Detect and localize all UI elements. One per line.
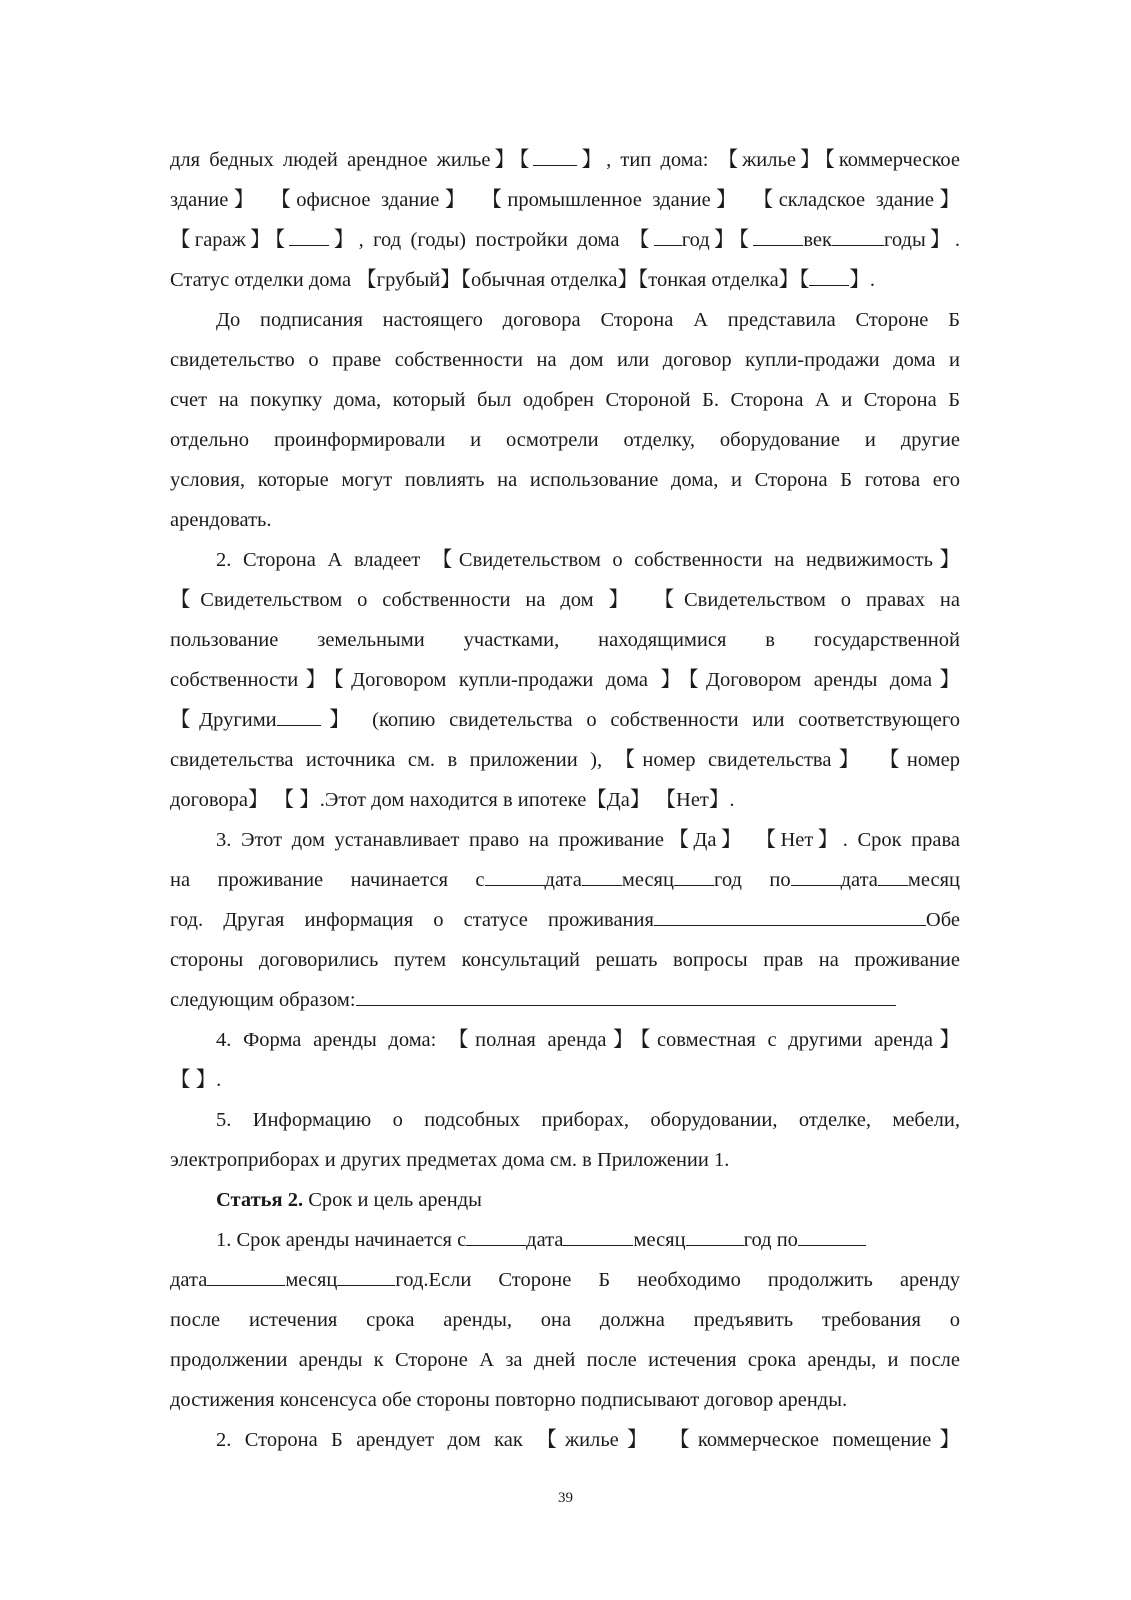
text-segment: отдельно проинформировали и осмотрели отделку, оборудование и другие bbox=[170, 429, 960, 451]
fill-in-blank bbox=[809, 263, 849, 286]
text-segment: продолжении аренды к Стороне А за дней после истечения срока аренды, и после bbox=[170, 1349, 960, 1371]
text-segment: договора】 【 】.Этот дом находится в ипотеке【Да】 【Нет】. bbox=[170, 789, 735, 811]
text-segment: счет на покупку дома, который был одобрен Стороной Б. Сторона А и Сторона Б bbox=[170, 389, 960, 411]
text-segment: месяц bbox=[621, 869, 674, 891]
page-number: 39 bbox=[558, 1490, 573, 1506]
text-segment: свидетельства источника см. в приложении ), 【номер свидетельства】 【номер bbox=[170, 749, 960, 771]
text-segment: 2. Сторона А владеет 【Свидетельством о собственности на недвижимость】 bbox=[216, 549, 960, 571]
text-line bbox=[170, 1260, 960, 1300]
page-body bbox=[170, 140, 960, 1460]
text-segment: дата bbox=[840, 869, 878, 891]
text-line bbox=[170, 540, 960, 580]
fill-in-blank bbox=[563, 1223, 633, 1246]
fill-in-blank bbox=[791, 863, 841, 886]
text-segment: 4. Форма аренды дома: 【полная аренда】【совместная с другими аренда】 bbox=[216, 1029, 960, 1051]
fill-in-blank bbox=[582, 863, 622, 886]
text-line bbox=[170, 1340, 960, 1380]
text-line bbox=[170, 1380, 960, 1420]
fill-in-blank bbox=[485, 863, 545, 886]
text-line bbox=[170, 500, 960, 540]
text-segment: пользование земельными участками, находящимися в государственной bbox=[170, 629, 960, 651]
fill-in-blank bbox=[686, 1223, 744, 1246]
text-segment: дата bbox=[170, 1269, 208, 1291]
text-line bbox=[170, 700, 960, 740]
text-line bbox=[170, 340, 960, 380]
text-segment: 】, год (годы) постройки дома 【 bbox=[329, 229, 654, 251]
text-line bbox=[170, 660, 960, 700]
fill-in-blank bbox=[753, 223, 803, 246]
fill-in-blank bbox=[674, 863, 714, 886]
text-segment: век bbox=[803, 229, 832, 251]
text-segment: здание】 【офисное здание】 【промышленное здание】 【складское здание】 bbox=[170, 189, 960, 211]
text-line bbox=[170, 1060, 960, 1100]
text-segment: Срок и цель аренды bbox=[303, 1189, 482, 1211]
text-segment: условия, которые могут повлиять на использование дома, и Сторона Б готова его bbox=[170, 469, 960, 491]
text-segment: 】 (копию свидетельства о собственности или соответствующего bbox=[320, 709, 960, 731]
fill-in-blank bbox=[654, 223, 682, 246]
text-segment: 】, тип дома: 【жилье】【коммерческое bbox=[577, 149, 960, 171]
text-line bbox=[170, 940, 960, 980]
fill-in-blank bbox=[798, 1223, 866, 1246]
text-segment: для бедных людей арендное жилье】【 bbox=[170, 149, 534, 171]
text-line bbox=[170, 1020, 960, 1060]
text-line bbox=[170, 1100, 960, 1140]
text-line bbox=[170, 1220, 960, 1260]
fill-in-blank bbox=[878, 863, 908, 886]
text-segment: электроприборах и других предметах дома см. в Приложении 1. bbox=[170, 1149, 730, 1171]
text-segment: месяц bbox=[907, 869, 960, 891]
text-segment: Статья 2. bbox=[216, 1189, 304, 1211]
text-segment: 【гараж】【 bbox=[170, 229, 290, 251]
text-line bbox=[170, 1140, 960, 1180]
text-line bbox=[170, 860, 960, 900]
text-line bbox=[170, 300, 960, 340]
fill-in-blank bbox=[289, 223, 329, 246]
text-segment: дата bbox=[526, 1229, 564, 1251]
text-line bbox=[170, 740, 960, 780]
text-line bbox=[170, 780, 960, 820]
text-segment: месяц bbox=[633, 1229, 686, 1251]
text-line bbox=[170, 220, 960, 260]
fill-in-blank bbox=[277, 703, 321, 726]
text-line bbox=[170, 820, 960, 860]
text-segment: на проживание начинается с bbox=[170, 869, 485, 891]
text-segment: после истечения срока аренды, она должна предъявить требования о bbox=[170, 1309, 960, 1331]
text-line bbox=[170, 380, 960, 420]
text-segment: год.Если Стороне Б необходимо продолжить аренду bbox=[395, 1269, 960, 1291]
text-line bbox=[170, 420, 960, 460]
text-line bbox=[170, 1420, 960, 1460]
text-segment: До подписания настоящего договора Сторона А представила Стороне Б bbox=[216, 309, 960, 331]
text-line bbox=[170, 260, 960, 300]
text-segment: годы】. bbox=[884, 229, 960, 251]
text-segment: 】. bbox=[849, 269, 876, 291]
fill-in-blank bbox=[533, 143, 577, 166]
text-line bbox=[170, 460, 960, 500]
fill-in-blank bbox=[466, 1223, 526, 1246]
text-line bbox=[170, 1300, 960, 1340]
text-segment: год по bbox=[713, 869, 791, 891]
fill-in-blank bbox=[832, 223, 884, 246]
text-segment: стороны договорились путем консультаций решать вопросы прав на проживание bbox=[170, 949, 960, 971]
text-segment: месяц bbox=[285, 1269, 338, 1291]
text-segment: следующим образом: bbox=[170, 989, 356, 1011]
text-segment: год по bbox=[743, 1229, 798, 1251]
text-line bbox=[170, 900, 960, 940]
text-segment: 1. Срок аренды начинается с bbox=[216, 1229, 467, 1251]
fill-in-blank bbox=[337, 1263, 395, 1286]
text-segment: 【 】. bbox=[170, 1069, 222, 1091]
text-segment: собственности】【Договором купли-продажи дома 】【Договором аренды дома】 bbox=[170, 669, 960, 691]
fill-in-blank bbox=[207, 1263, 285, 1286]
text-segment: свидетельство о праве собственности на дом или договор купли-продажи дома и bbox=[170, 349, 960, 371]
text-segment: 【Другими bbox=[170, 709, 277, 731]
text-segment: 【Свидетельством о собственности на дом 】 【Свидетельством о правах на bbox=[170, 589, 960, 611]
text-segment: год. Другая информация о статусе проживания bbox=[170, 909, 654, 931]
fill-in-blank bbox=[654, 903, 926, 926]
text-segment: год】【 bbox=[681, 229, 754, 251]
text-segment: арендовать. bbox=[170, 509, 272, 531]
text-segment: Обе bbox=[925, 909, 960, 931]
text-line bbox=[170, 140, 960, 180]
fill-in-blank bbox=[356, 983, 896, 1006]
text-line bbox=[170, 1180, 960, 1220]
text-line bbox=[170, 580, 960, 620]
text-line bbox=[170, 980, 960, 1020]
text-line bbox=[170, 620, 960, 660]
text-segment: 3. Этот дом устанавливает право на проживание【Да】 【Нет】. Срок права bbox=[216, 829, 960, 851]
text-segment: Статус отделки дома 【грубый】【обычная отделка】【тонкая отделка】【 bbox=[170, 269, 810, 291]
text-segment: дата bbox=[544, 869, 582, 891]
text-segment: 2. Сторона Б арендует дом как 【жилье】 【коммерческое помещение】 bbox=[216, 1429, 960, 1451]
text-segment: 5. Информацию о подсобных приборах, оборудовании, отделке, мебели, bbox=[216, 1109, 960, 1131]
text-line bbox=[170, 180, 960, 220]
text-segment: достижения консенсуса обе стороны повторно подписывают договор аренды. bbox=[170, 1389, 848, 1411]
